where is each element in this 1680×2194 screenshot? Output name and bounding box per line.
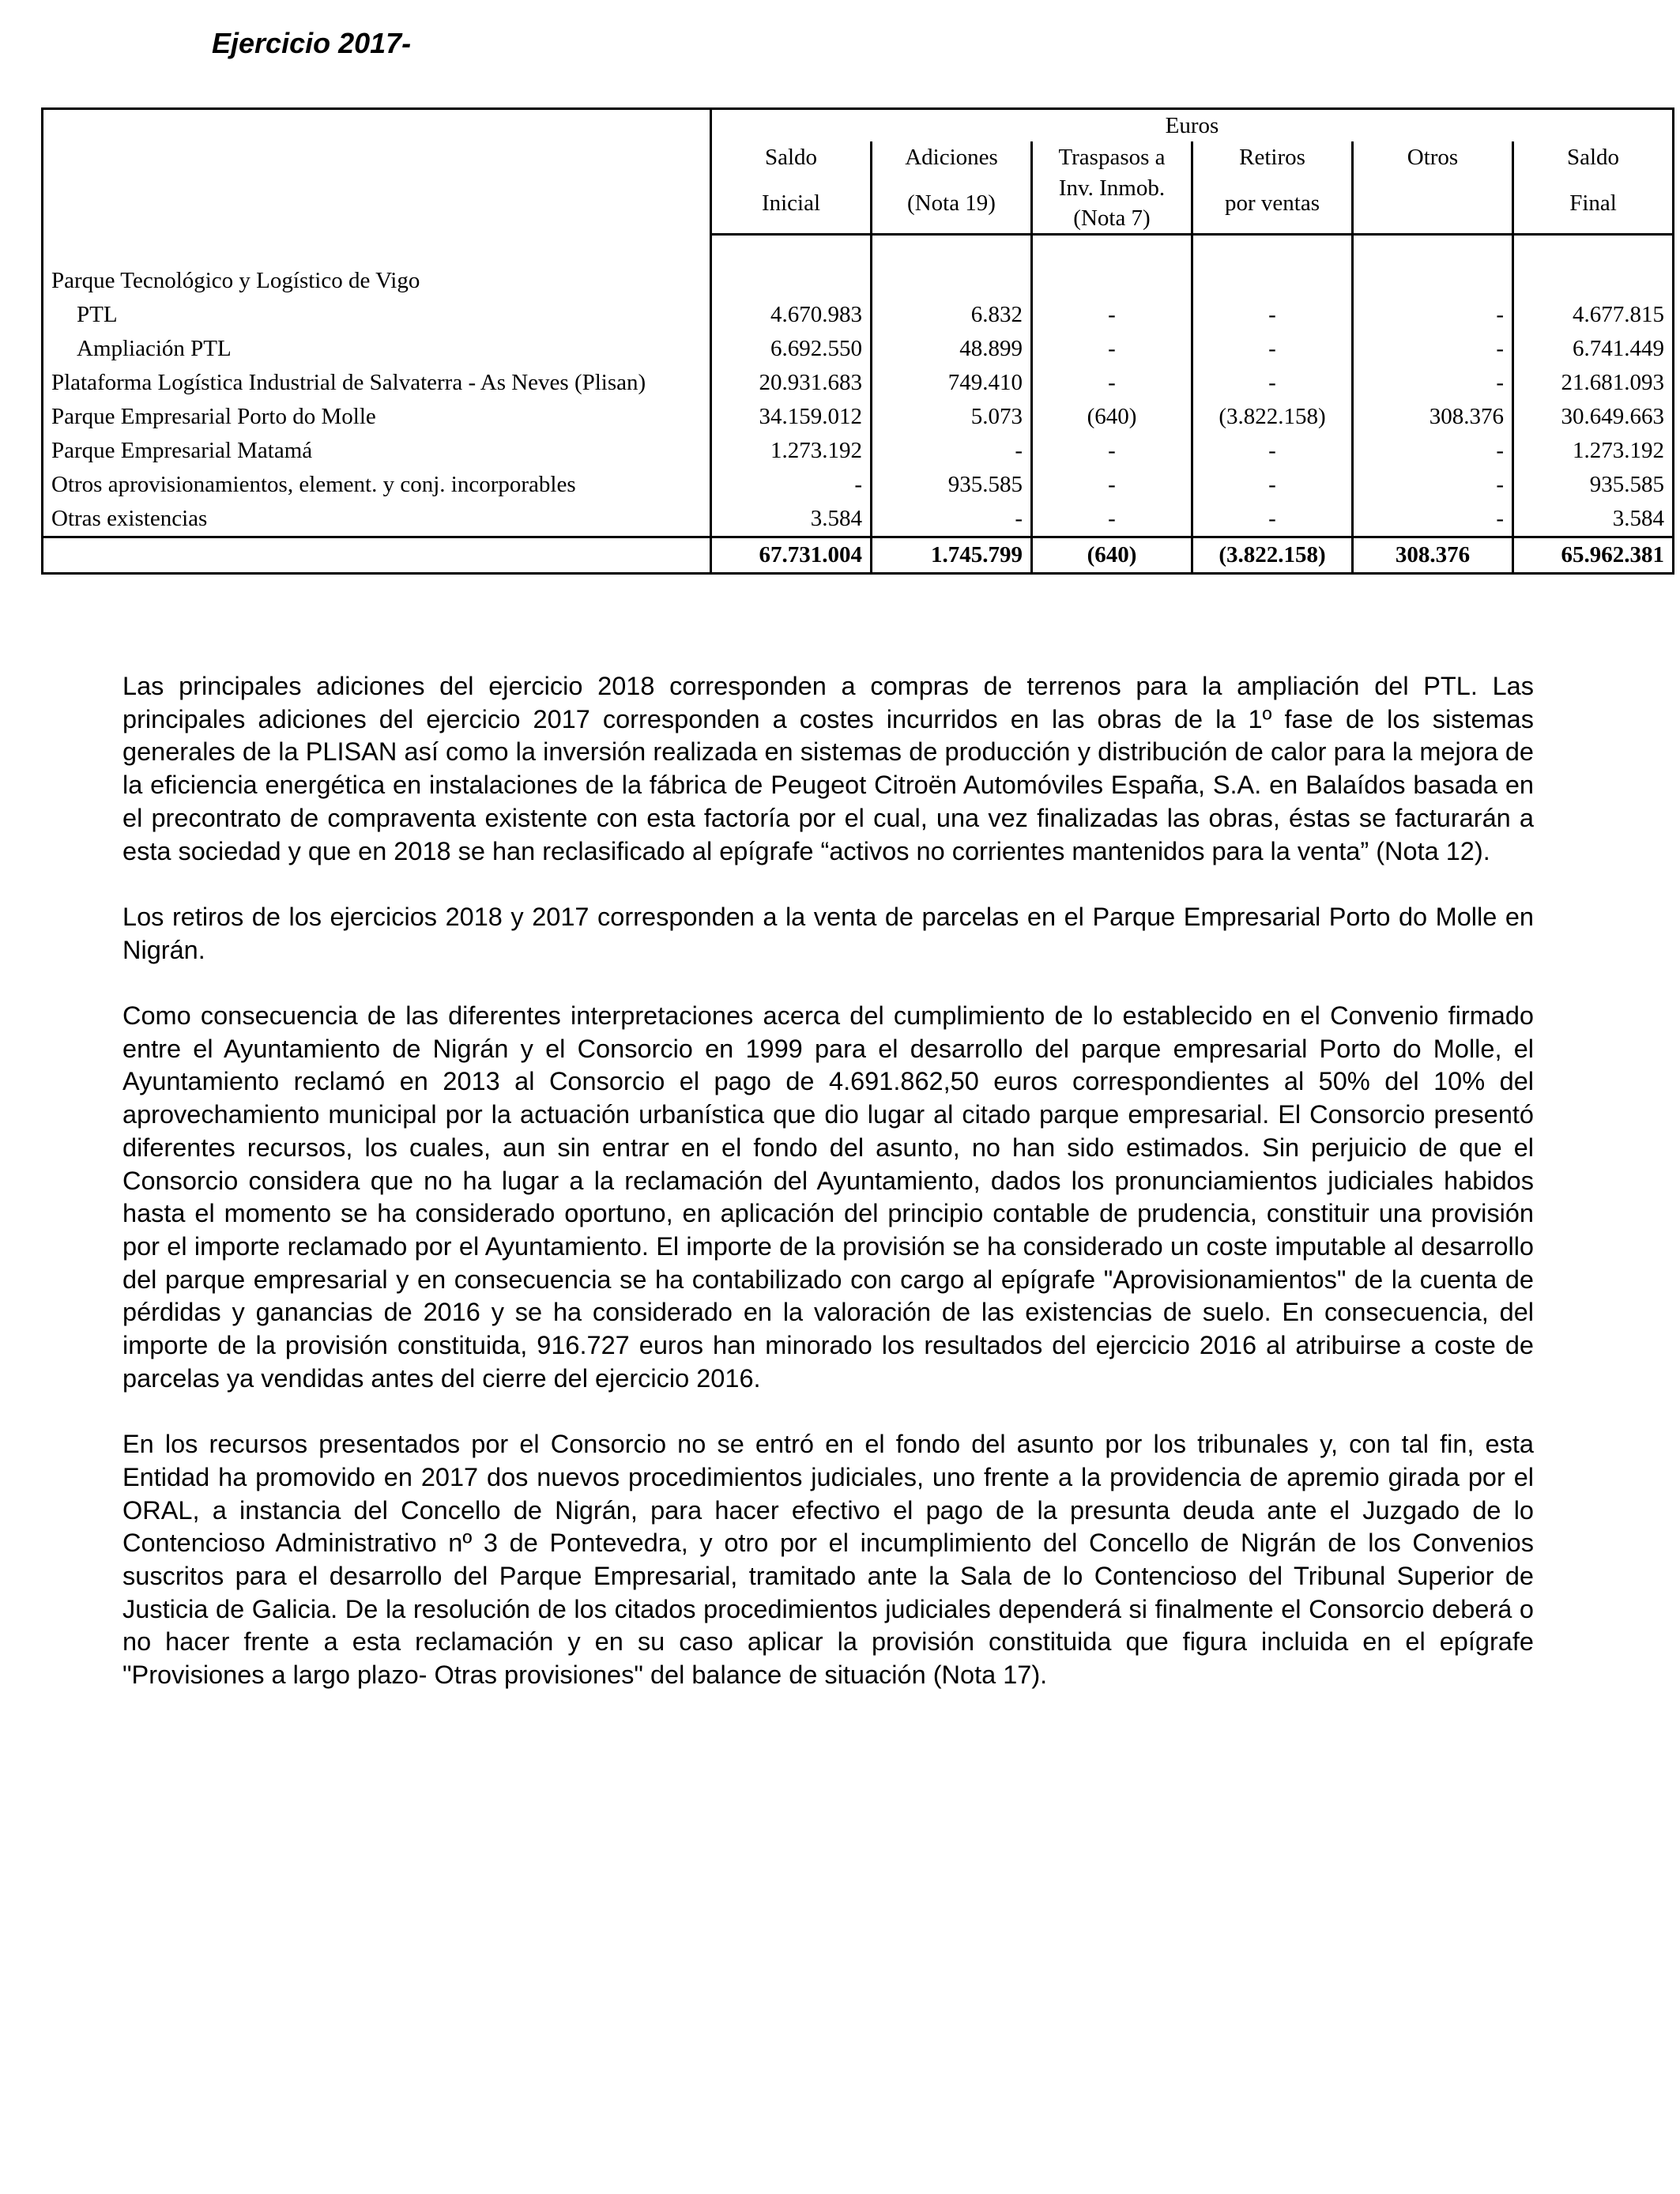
table-row — [43, 502, 1674, 537]
row-label: Otras existencias — [43, 502, 711, 537]
cell: - — [1192, 332, 1353, 366]
cell: 308.376 — [1353, 400, 1513, 434]
total-cell: (3.822.158) — [1192, 537, 1353, 574]
col-header-saldo-final: Saldo — [1513, 141, 1674, 173]
col-header-otros: Otros — [1353, 141, 1513, 173]
row-label: Parque Empresarial Porto do Molle — [43, 400, 711, 434]
cell: - — [1353, 468, 1513, 502]
col-subheader-nota7: (Nota 7) — [1073, 205, 1151, 231]
col-header-saldo-inicial: Saldo — [711, 141, 872, 173]
cell: 6.832 — [872, 298, 1032, 332]
cell: - — [1192, 366, 1353, 400]
col-header-traspasos: Traspasos a — [1032, 141, 1192, 173]
table-row — [43, 298, 1674, 332]
row-label: Plataforma Logística Industrial de Salvaterra - As Neves (Plisan) — [43, 366, 711, 400]
cell: - — [1192, 434, 1353, 468]
cell: 1.273.192 — [1513, 434, 1674, 468]
cell: - — [1192, 298, 1353, 332]
cell: - — [1192, 468, 1353, 502]
totals-row — [43, 537, 1674, 574]
cell: 5.073 — [872, 400, 1032, 434]
total-cell: 308.376 — [1353, 537, 1513, 574]
paragraph-convenio: Como consecuencia de las diferentes interpretaciones acerca del cumplimiento de lo establecido en el Convenio firmado entre el Ayuntamiento de Nigrán y el Consorcio en 1999 para el desarrollo del parque empresarial Porto do Molle, el Ayuntamiento reclamó en 2013 al Consorcio el pago de 4.691.862,50 euros correspondientes al 50% del 10% del aprovechamiento municipal por la actuación urbanística que dio lugar al citado parque empresarial. El Consorcio presentó diferentes recursos, los cuales, aun sin entrar en el fondo del asunto, no han sido estimados. Sin perjuicio de que el Consorcio considera que no ha lugar a la reclamación del Ayuntamiento, dados los pronunciamientos judiciales habidos hasta el momento se ha considerado oportuno, en aplicación del principio contable de prudencia, constituir una provisión por el importe reclamado por el Ayuntamiento. El importe de la provisión se ha considerado un coste imputable al desarrollo del parque empresarial y en consecuencia se ha contabilizado con cargo al epígrafe "Aprovisionamientos" de la cuenta de pérdidas y ganancias de 2016 y se ha considerado en la valoración de las existencias de suelo. En consecuencia, del importe de la provisión constituida, 916.727 euros han minorado los resultados del ejercicio 2016 al atribuirse a coste de parcelas ya vendidas antes del cierre del ejercicio 2016. — [122, 1001, 1534, 1393]
cell: (3.822.158) — [1192, 400, 1353, 434]
cell: 1.273.192 — [711, 434, 872, 468]
cell: 935.585 — [872, 468, 1032, 502]
cell: - — [1032, 332, 1192, 366]
col-subheader-traspasos — [1032, 173, 1192, 235]
cell: - — [1353, 366, 1513, 400]
cell: 749.410 — [872, 366, 1032, 400]
currency-header: Euros — [711, 109, 1674, 142]
section-title: Ejercicio 2017- — [212, 27, 412, 59]
cell: - — [1192, 502, 1353, 537]
cell: - — [1353, 298, 1513, 332]
row-label: Parque Empresarial Matamá — [43, 434, 711, 468]
table-row — [43, 332, 1674, 366]
cell: 30.649.663 — [1513, 400, 1674, 434]
total-cell: 67.731.004 — [711, 537, 872, 574]
col-subheader-otros — [1353, 173, 1513, 235]
cell: 34.159.012 — [711, 400, 872, 434]
cell: (640) — [1032, 400, 1192, 434]
cell: 3.584 — [1513, 502, 1674, 537]
notes-body — [122, 670, 1534, 1725]
cell: - — [1353, 502, 1513, 537]
cell: - — [872, 434, 1032, 468]
paragraph-retiros: Los retiros de los ejercicios 2018 y 2017 corresponden a la venta de parcelas en el Parque Empresarial Porto do Molle en Nigrán. — [122, 902, 1534, 964]
group-label: Parque Tecnológico y Logístico de Vigo — [43, 264, 711, 298]
total-cell: 65.962.381 — [1513, 537, 1674, 574]
cell: 20.931.683 — [711, 366, 872, 400]
cell: - — [872, 502, 1032, 537]
cell: - — [1032, 366, 1192, 400]
table-header-blank — [43, 109, 711, 235]
cell: - — [1032, 434, 1192, 468]
table-row — [43, 468, 1674, 502]
cell: 3.584 — [711, 502, 872, 537]
col-header-retiros: Retiros — [1192, 141, 1353, 173]
cell: - — [1353, 332, 1513, 366]
paragraph-adiciones: Las principales adiciones del ejercicio 2018 corresponden a compras de terrenos para la ampliación del PTL. Las principales adiciones del ejercicio 2017 corresponden a costes incurridos en las obras de la 1º fase de los sistemas generales de la PLISAN así como la inversión realizada en sistemas de producción y distribución de calor para la mejora de la eficiencia energética en instalaciones de la fábrica de Peugeot Citroën Automóviles España, S.A. en Balaídos basada en el precontrato de compraventa existente con esta factoría por el cual, una vez finalizadas las obras, éstas se facturarán a esta sociedad y que en 2018 se han reclasificado al epígrafe “activos no corrientes mantenidos para la venta” (Nota 12). — [122, 672, 1534, 865]
table-row — [43, 366, 1674, 400]
total-cell: (640) — [1032, 537, 1192, 574]
col-subheader-inv-inmob: Inv. Inmob. — [1058, 175, 1166, 201]
cell: 4.677.815 — [1513, 298, 1674, 332]
cell: 4.670.983 — [711, 298, 872, 332]
col-subheader-final: Final — [1513, 173, 1674, 235]
cell: - — [1032, 298, 1192, 332]
col-header-adiciones: Adiciones — [872, 141, 1032, 173]
table-row — [43, 400, 1674, 434]
col-subheader-por-ventas: por ventas — [1192, 173, 1353, 235]
row-label: PTL — [43, 298, 711, 332]
cell: - — [1032, 468, 1192, 502]
cell: 48.899 — [872, 332, 1032, 366]
cell: 6.741.449 — [1513, 332, 1674, 366]
cell: 6.692.550 — [711, 332, 872, 366]
col-subheader-inicial: Inicial — [711, 173, 872, 235]
col-subheader-nota19: (Nota 19) — [872, 173, 1032, 235]
row-label: Ampliación PTL — [43, 332, 711, 366]
row-label: Otros aprovisionamientos, element. y conj. incorporables — [43, 468, 711, 502]
cell: 21.681.093 — [1513, 366, 1674, 400]
paragraph-recursos: En los recursos presentados por el Consorcio no se entró en el fondo del asunto por los tribunales y, con tal fin, esta Entidad ha promovido en 2017 dos nuevos procedimientos judiciales, uno frente a la providencia de apremio girada por el ORAL, a instancia del Concello de Nigrán, para hacer efectivo el pago de la presunta deuda ante el Juzgado de lo Contencioso Administrativo nº 3 de Pontevedra, y otro por el incumplimiento del Concello de Nigrán de los Convenios suscritos para el desarrollo del Parque Empresarial, tramitado ante la Sala de lo Contencioso del Tribunal Superior de Justicia de Galicia. De la resolución de los citados procedimientos judiciales dependerá si finalmente el Consorcio deberá o no hacer frente a esta reclamación y en su caso aplicar la provisión constituida que figura incluida en el epígrafe "Provisiones a largo plazo- Otras provisiones" del balance de situación (Nota 17). — [122, 1430, 1534, 1690]
inventory-movements-table — [41, 107, 1674, 575]
cell: 935.585 — [1513, 468, 1674, 502]
cell: - — [1353, 434, 1513, 468]
cell: - — [711, 468, 872, 502]
table-row — [43, 434, 1674, 468]
total-cell: 1.745.799 — [872, 537, 1032, 574]
cell: - — [1032, 502, 1192, 537]
